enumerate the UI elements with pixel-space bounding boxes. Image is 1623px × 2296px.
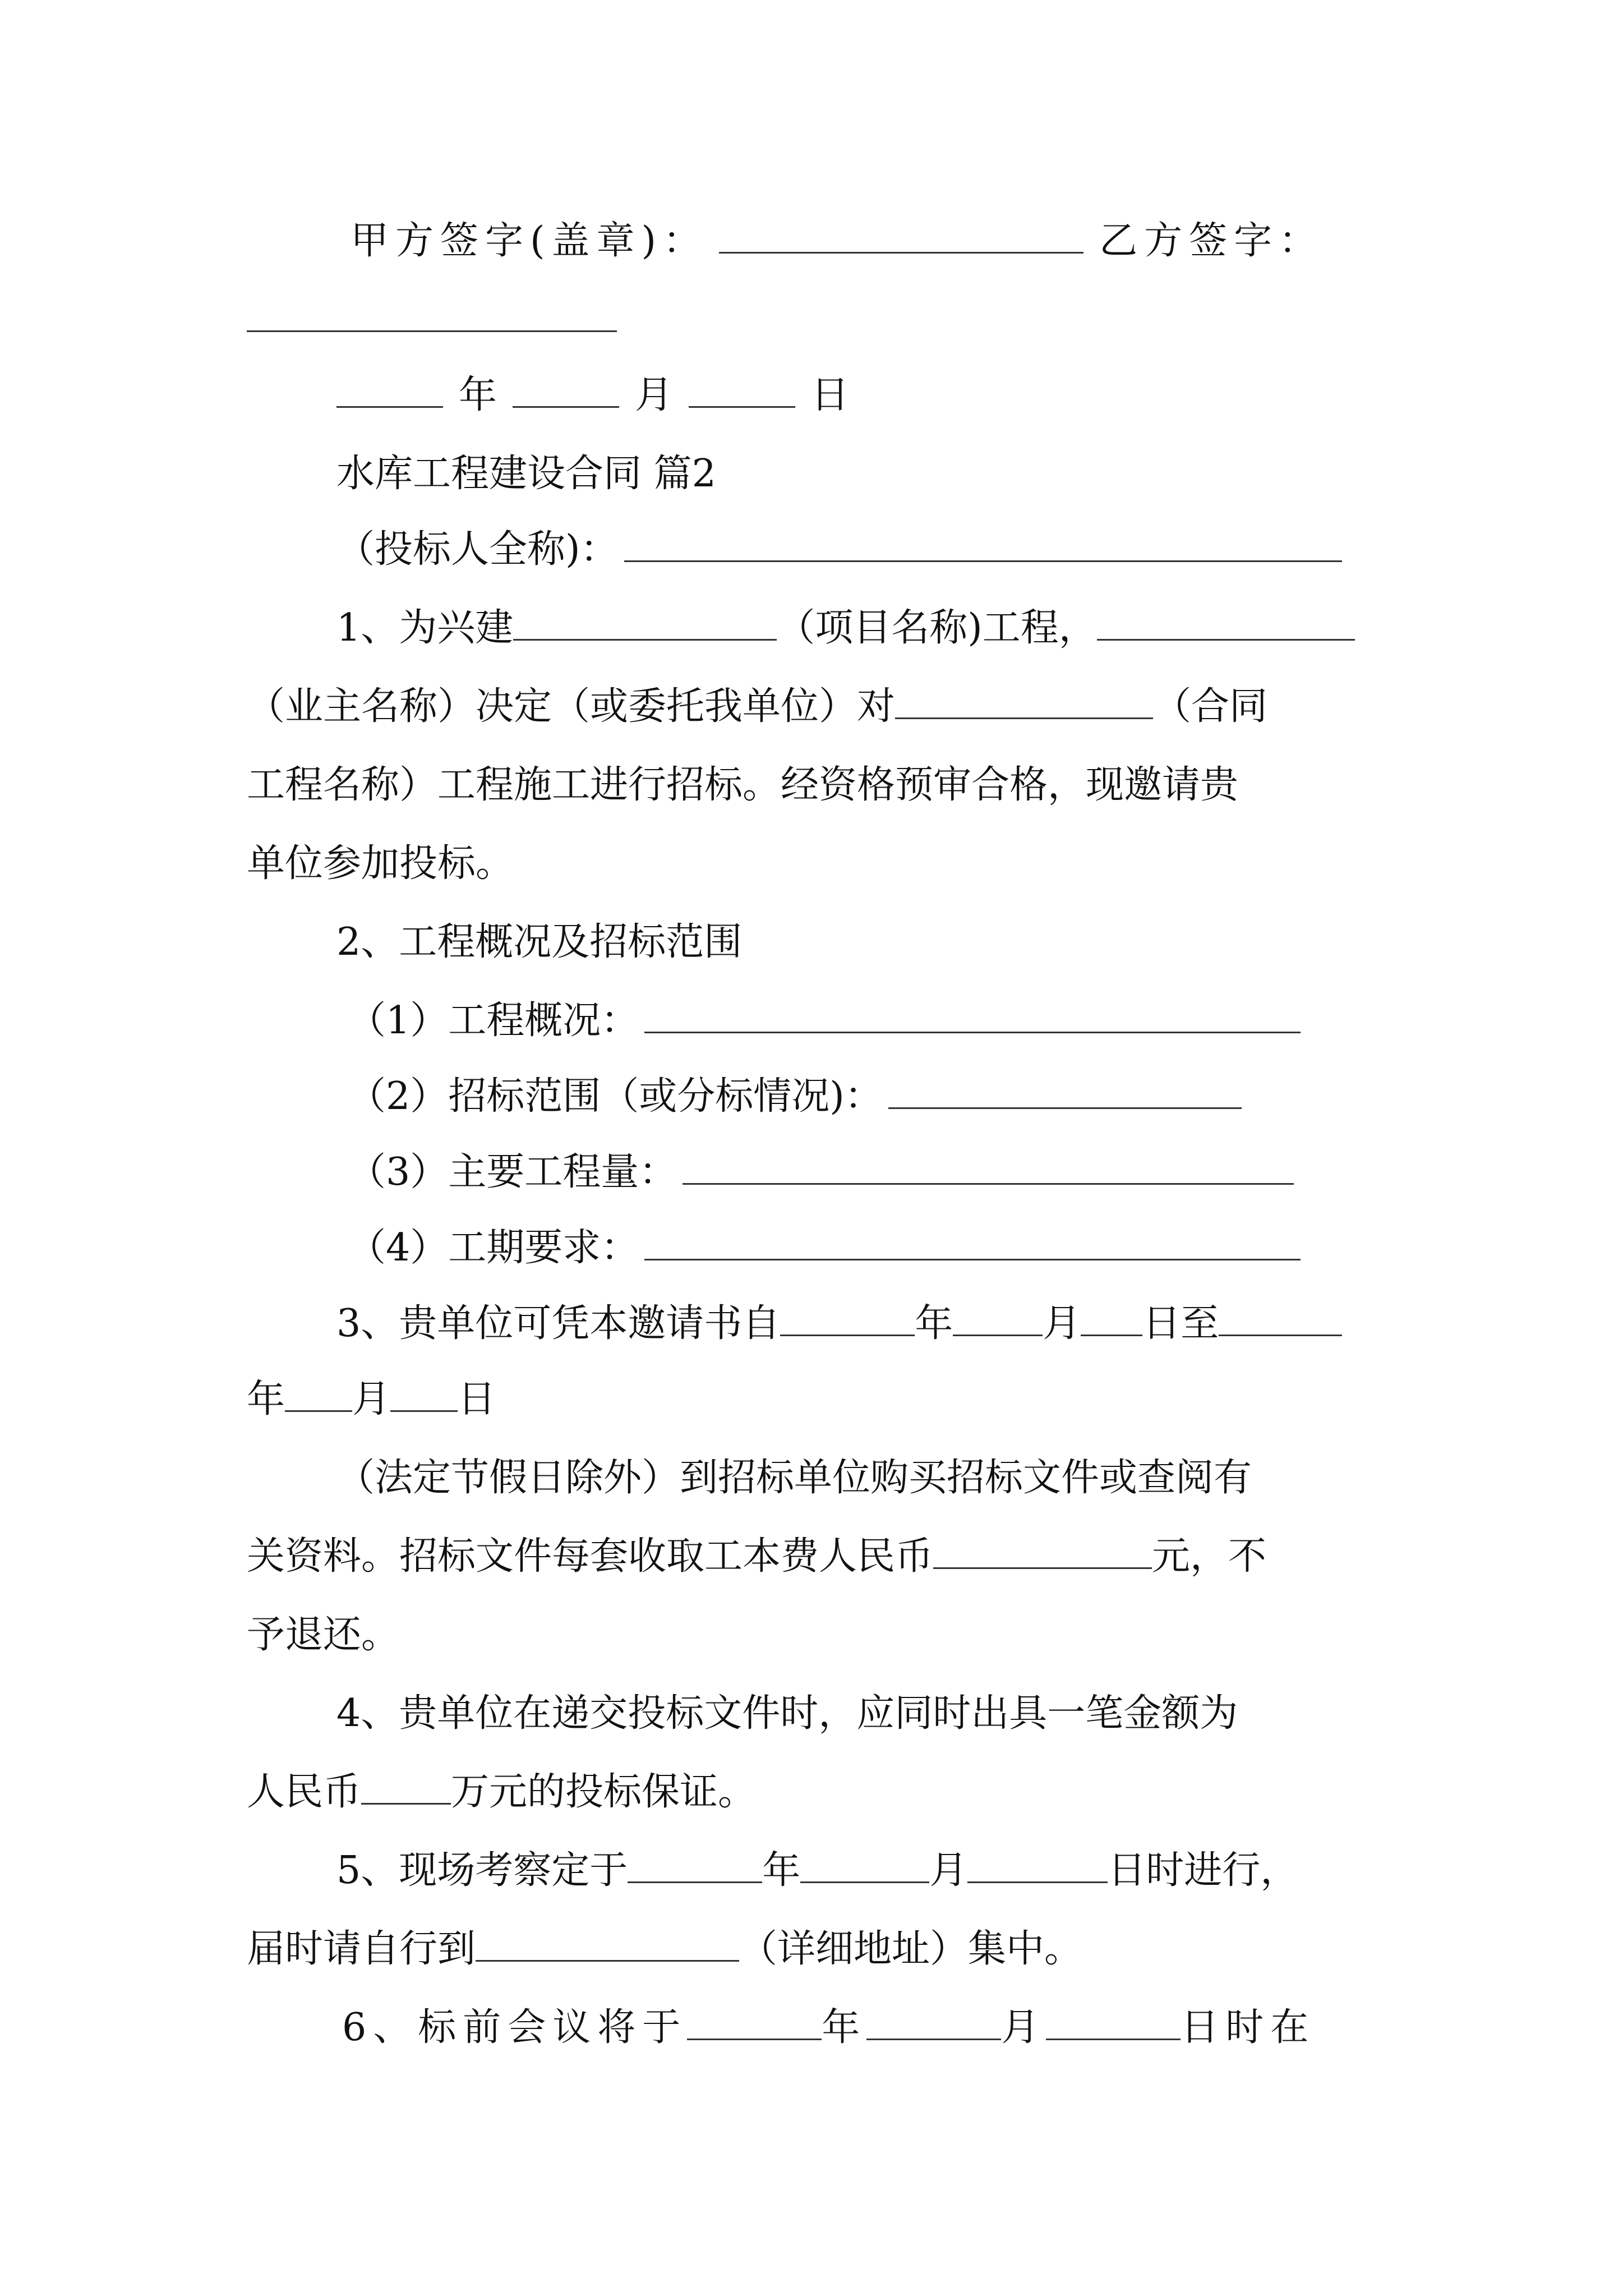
date-day-label: 日 bbox=[811, 373, 850, 417]
date-year-blank[interactable] bbox=[336, 371, 443, 408]
overview-blank[interactable] bbox=[644, 997, 1301, 1033]
party-a-sign-label: 甲方签字(盖章)： bbox=[351, 219, 708, 263]
date-month-label: 月 bbox=[635, 373, 674, 417]
end-month-label: 月 bbox=[352, 1377, 391, 1421]
bond-amount-blank[interactable] bbox=[361, 1768, 451, 1805]
para4-text-b2: 万元的投标保证。 bbox=[451, 1770, 757, 1814]
quantity-label: （3）主要工程量： bbox=[348, 1150, 677, 1194]
para4-text-b1: 人民币 bbox=[247, 1770, 362, 1814]
start-year-blank[interactable] bbox=[780, 1300, 915, 1336]
para1-text-a: 1、为兴建 bbox=[336, 606, 514, 650]
party-a-sign-blank[interactable] bbox=[719, 217, 1083, 254]
para5-line2 bbox=[247, 1924, 1082, 1975]
visit-day-label: 日时进行， bbox=[1108, 1848, 1299, 1893]
para1-text-d: （合同 bbox=[1153, 684, 1268, 729]
project-name-blank[interactable] bbox=[513, 604, 777, 641]
fee-amount-blank[interactable] bbox=[933, 1533, 1152, 1569]
party-b-sign-blank[interactable] bbox=[247, 299, 617, 332]
para5-text-b2: （详细地址）集中。 bbox=[739, 1927, 1083, 1971]
para4-line2 bbox=[247, 1767, 756, 1818]
meeting-year-label: 年 bbox=[822, 2005, 867, 2050]
date-month-blank[interactable] bbox=[513, 371, 619, 408]
contract-project-blank[interactable] bbox=[895, 683, 1153, 719]
para4-line1: 4、贵单位在递交投标文件时，应同时出具一笔金额为 bbox=[336, 1691, 1238, 1736]
signature-line bbox=[351, 216, 1324, 266]
scope-label: （2）招标范围（或分标情况)： bbox=[348, 1074, 883, 1119]
start-month-label: 月 bbox=[1043, 1301, 1081, 1346]
para2-item1 bbox=[348, 996, 1301, 1046]
meeting-month-blank[interactable] bbox=[866, 2004, 1001, 2040]
start-month-blank[interactable] bbox=[953, 1300, 1043, 1336]
party-b-sign-continued bbox=[247, 295, 617, 345]
start-year-label: 年 bbox=[915, 1301, 953, 1346]
para3-text-a: 3、贵单位可凭本邀请书自 bbox=[336, 1301, 781, 1346]
bidder-name-row bbox=[336, 524, 1342, 575]
signature-date bbox=[336, 370, 849, 421]
para1-text-c: （业主名称）决定（或委托我单位）对 bbox=[247, 684, 896, 729]
bidder-name-label: （投标人全称)： bbox=[336, 527, 619, 572]
date-year-label: 年 bbox=[459, 373, 497, 417]
date-day-blank[interactable] bbox=[689, 371, 795, 408]
end-day-blank[interactable] bbox=[390, 1375, 458, 1412]
para3-text-d2: 元，不 bbox=[1152, 1534, 1267, 1579]
visit-year-label: 年 bbox=[762, 1848, 801, 1893]
para3-line3: （法定节假日除外）到招标单位购买招标文件或查阅有 bbox=[336, 1456, 1252, 1500]
para3-line5: 予退还。 bbox=[247, 1613, 400, 1657]
section-title: 水库工程建设合同 篇2 bbox=[336, 452, 716, 496]
para2-item3 bbox=[348, 1147, 1294, 1198]
para1-line1 bbox=[336, 603, 1355, 654]
start-day-blank[interactable] bbox=[1081, 1300, 1142, 1336]
para1-line3: 工程名称）工程施工进行招标。经资格预审合格，现邀请贵 bbox=[247, 763, 1239, 807]
visit-year-blank[interactable] bbox=[628, 1847, 762, 1883]
para5-text-a: 5、现场考察定于 bbox=[336, 1848, 628, 1893]
owner-name-blank[interactable] bbox=[1097, 604, 1355, 641]
end-year-label: 年 bbox=[247, 1377, 285, 1421]
quantity-blank[interactable] bbox=[683, 1148, 1294, 1185]
para2-item4 bbox=[348, 1223, 1301, 1273]
meeting-day-label: 日时在 bbox=[1181, 2005, 1316, 2050]
bidder-name-blank[interactable] bbox=[624, 526, 1342, 562]
meeting-year-blank[interactable] bbox=[687, 2004, 822, 2040]
meeting-month-label: 月 bbox=[1001, 2005, 1046, 2050]
para6-text-a: 6、标前会议将于 bbox=[342, 2005, 688, 2050]
start-day-label: 日至 bbox=[1142, 1301, 1219, 1346]
meeting-day-blank[interactable] bbox=[1046, 2004, 1181, 2040]
para3-line1 bbox=[336, 1299, 1342, 1349]
para2-heading: 2、工程概况及招标范围 bbox=[336, 920, 743, 964]
para5-line1 bbox=[336, 1846, 1298, 1896]
para3-text-d: 关资料。招标文件每套收取工本费人民币 bbox=[247, 1534, 934, 1579]
para1-line4: 单位参加投标。 bbox=[247, 841, 514, 886]
visit-day-blank[interactable] bbox=[967, 1847, 1108, 1883]
end-day-label: 日 bbox=[458, 1377, 496, 1421]
end-month-blank[interactable] bbox=[285, 1375, 352, 1412]
para2-item2 bbox=[348, 1071, 1242, 1122]
para5-text-b1: 届时请自行到 bbox=[247, 1927, 476, 1971]
para1-line2 bbox=[247, 682, 1267, 732]
meeting-address-blank[interactable] bbox=[476, 1925, 739, 1962]
schedule-blank[interactable] bbox=[644, 1224, 1301, 1260]
para3-line4 bbox=[247, 1531, 1266, 1582]
para1-text-b: （项目名称)工程， bbox=[777, 606, 1097, 650]
overview-label: （1）工程概况： bbox=[348, 999, 639, 1043]
party-b-sign-label: 乙方签字： bbox=[1099, 219, 1324, 263]
para6-line1 bbox=[342, 2003, 1315, 2053]
schedule-label: （4）工期要求： bbox=[348, 1226, 639, 1270]
visit-month-blank[interactable] bbox=[800, 1847, 929, 1883]
scope-blank[interactable] bbox=[888, 1073, 1242, 1109]
end-year-blank[interactable] bbox=[1219, 1300, 1342, 1336]
para3-line2 bbox=[247, 1374, 496, 1425]
visit-month-label: 月 bbox=[929, 1848, 968, 1893]
